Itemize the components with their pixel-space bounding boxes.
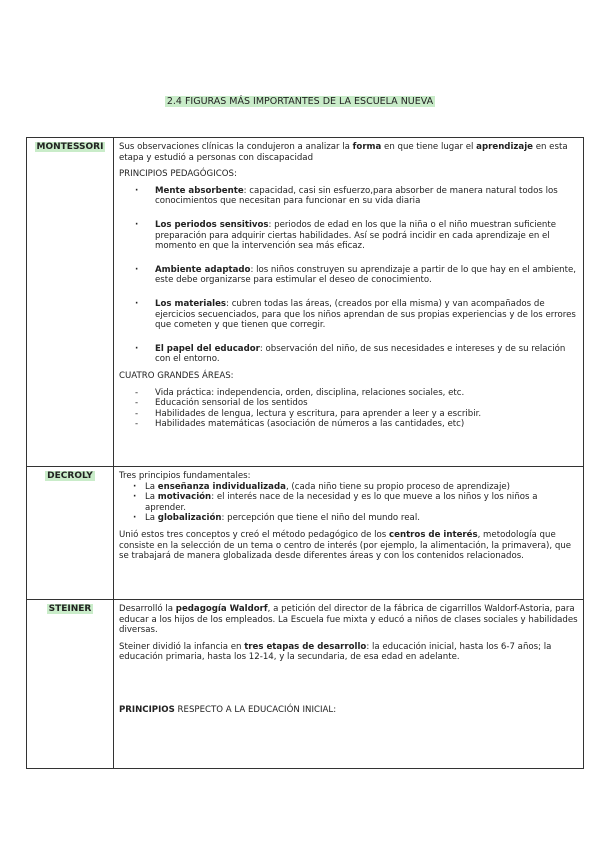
list-item: · Los periodos sensitivos: periodos de edad en los que la niña o el niño muestran suficiente preparación para adquirir ciertas habilidades. Así se podrá incidir en cada aprendizaje en el momento en que la intervención sea más eficaz.	[155, 220, 578, 252]
steiner-paragraph-2: Steiner dividió la infancia en tres etapas de desarrollo: la educación inicial, hasta los 6-7 años; la educación primaria, hasta los 12-14, y la secundaria, de esa edad en adelante.	[119, 641, 552, 663]
list-item: - Educación sensorial de los sentidos	[155, 398, 578, 409]
name-cell-steiner: STEINER	[27, 600, 114, 769]
list-item: - Habilidades matemáticas (asociación de números a las cantidades, etc)	[155, 419, 578, 430]
list-item: · La globalización: percepción que tiene el niño del mundo real.	[145, 513, 578, 524]
steiner-paragraph-3: PRINCIPIOS RESPECTO A LA EDUCACIÓN INICIAL:	[119, 704, 337, 715]
list-item: · La motivación: el interés nace de la necesidad y es lo que mueve a los niños y los niños a aprender.	[145, 492, 578, 513]
content-cell-montessori	[114, 138, 584, 467]
page-title: 2.4 FIGURAS MÁS IMPORTANTES DE LA ESCUELA NUEVA	[166, 96, 434, 107]
montessori-intro: Sus observaciones clínicas la condujeron a analizar la forma en que tiene lugar el aprendizaje en esta etapa y estudió a personas con discapacidad	[119, 142, 568, 163]
decroly-intro: Tres principios fundamentales:	[119, 471, 251, 481]
list-item: - Habilidades de lengua, lectura y escritura, para aprender a leer y a escribir.	[155, 409, 578, 420]
list-item: · Los materiales: cubren todas las áreas, (creados por ella misma) y van acompañados de ejercicios secuenciados, para que los niños aprendan de sus propias experiencias y de los errores que cometen y que tienen que corregir.	[155, 299, 578, 331]
table-row-decroly	[27, 467, 584, 600]
decroly-summary: Unió estos tres conceptos y creó el método pedagógico de los centros de interés, metodología que consiste en la selección de un tema o centro de interés (por ejemplo, la alimentación, la primavera), que se trabajará de manera globalizada desde diferentes áreas y con los contenidos relacionados.	[119, 529, 572, 562]
content-cell-decroly	[114, 467, 584, 600]
table-row-steiner	[27, 600, 584, 769]
list-item: - Vida práctica: independencia, orden, disciplina, relaciones sociales, etc.	[155, 388, 578, 399]
content-cell-steiner	[114, 600, 584, 769]
principios-list	[119, 186, 578, 365]
steiner-paragraph-1: Desarrolló la pedagogía Waldorf, a petición del director de la fábrica de cigarrillos Waldorf-Astoria, para educar a los hijos de los empleados. La Escuela fue mixta y educó a niños de clases sociales y habilidades diversas.	[119, 604, 578, 636]
decroly-principios-list	[119, 482, 578, 524]
list-item: · El papel del educador: observación del niño, de sus necesidades e intereses y de su relación con el entorno.	[155, 344, 578, 365]
name-cell-montessori: MONTESSORI	[27, 138, 114, 467]
list-item: · La enseñanza individualizada, (cada niño tiene su propio proceso de aprendizaje)	[145, 482, 578, 493]
table-row-montessori	[27, 138, 584, 467]
areas-heading: CUATRO GRANDES ÁREAS:	[119, 370, 234, 381]
figures-table	[26, 137, 584, 769]
list-item: · Mente absorbente: capacidad, casi sin esfuerzo,para absorber de manera natural todos los conocimientos que necesitan para funcionar en su vida diaria	[155, 186, 578, 207]
principios-heading: PRINCIPIOS PEDAGÓGICOS:	[119, 169, 237, 180]
name-cell-decroly: DECROLY	[27, 467, 114, 600]
areas-list	[119, 388, 578, 430]
list-item: · Ambiente adaptado: los niños construyen su aprendizaje a partir de lo que hay en el ambiente, este debe organizarse para estimular el deseo de conocimiento.	[155, 265, 578, 286]
